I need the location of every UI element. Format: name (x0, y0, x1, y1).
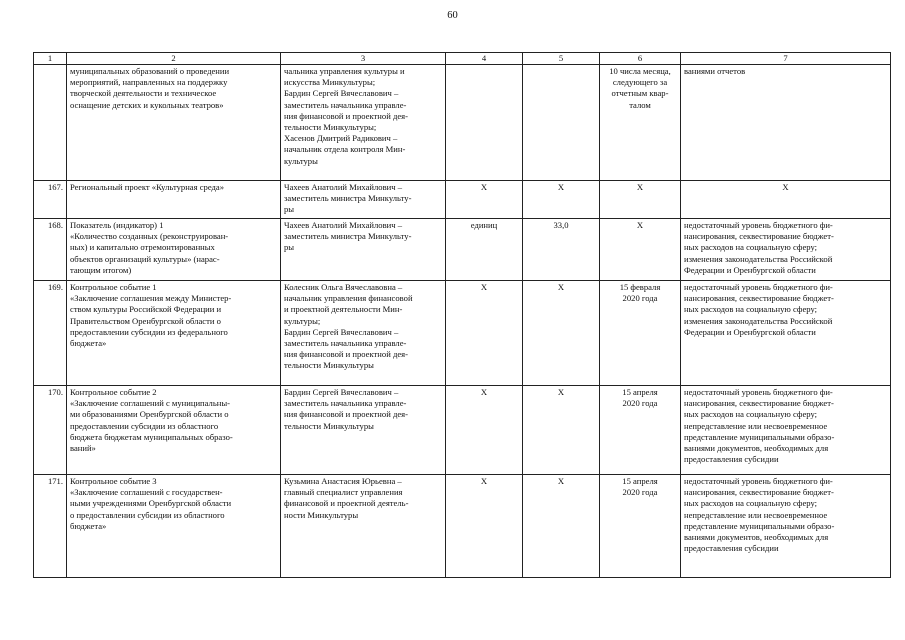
deadline-cell: Х (600, 219, 681, 281)
responsible-person: Чахеев Анатолий Михайлович – заместитель министра Минкульту- ры (281, 181, 446, 219)
responsible-person: Бардин Сергей Вячеславович – заместитель начальника управле- ния финансовой и проектной дея- тельности Минкультуры (281, 386, 446, 475)
table-row (34, 386, 891, 475)
value-cell: 33,0 (523, 219, 600, 281)
table-row (34, 65, 891, 181)
risk-cell: недостаточный уровень бюджетного фи- нансирования, секвестирование бюджет- ных расходов на социальную сферу; непредставление или несвоевременное представление муниципальными образо- ваниями документов, необходимых для предоставления субсидии (681, 386, 891, 475)
risk-cell: ваниями отчетов (681, 65, 891, 181)
event-name: Контрольное событие 2 «Заключение соглашений с муниципальны- ми образованиями Оренбургской области о предоставлении субсидии из областного бюджета бюджетам муниципальных образо- ваний» (67, 386, 281, 475)
header-row (34, 53, 891, 65)
table-row (34, 475, 891, 578)
responsible-person: Колесник Ольга Вячеславовна – начальник управления финансовой и проектной деятельности Мин- культуры; Бардин Сергей Вячеславович – заместитель начальника управле- ния финансовой и проектной дея- тельности Минкультуры (281, 281, 446, 386)
plan-table (33, 52, 891, 578)
event-name: Показатель (индикатор) 1 «Количество созданных (реконструирован- ных) и капитально отремонтированных объектов организаций культуры» (нарас- тающим итогом) (67, 219, 281, 281)
event-name: Контрольное событие 1 «Заключение соглашения между Министер- ством культуры Российской Федерации и Правительством Оренбургской области о предоставлении субсидии из федерального бюджета» (67, 281, 281, 386)
event-name: Контрольное событие 3 «Заключение соглашений с государствен- ными учреждениями Оренбургской области о предоставлении субсидии из областного бюджета» (67, 475, 281, 578)
value-cell: Х (523, 475, 600, 578)
risk-cell: недостаточный уровень бюджетного фи- нансирования, секвестирование бюджет- ных расходов на социальную сферу; изменения законодательства Российской Федерации и Оренбургской области (681, 281, 891, 386)
table-row (34, 281, 891, 386)
risk-cell: Х (681, 181, 891, 219)
deadline-cell: Х (600, 181, 681, 219)
row-number: 171. (34, 475, 67, 578)
deadline-cell: 10 числа месяца, следующего за отчетным квар- талом (600, 65, 681, 181)
header-cell-2: 2 (67, 53, 281, 65)
deadline-cell: 15 апреля 2020 года (600, 475, 681, 578)
header-cell-1: 1 (34, 53, 67, 65)
unit-cell (446, 65, 523, 181)
row-number: 170. (34, 386, 67, 475)
responsible-person: чальника управления культуры и искусства Минкультуры; Бардин Сергей Вячеславович – заместитель начальника управле- ния финансовой и проектной дея- тельности Минкультуры; Хасенов Дмитрий Радикович – начальник отдела контроля Мин- культуры (281, 65, 446, 181)
value-cell: Х (523, 281, 600, 386)
header-cell-3: 3 (281, 53, 446, 65)
deadline-cell: 15 февраля 2020 года (600, 281, 681, 386)
unit-cell: Х (446, 386, 523, 475)
row-number (34, 65, 67, 181)
header-cell-5: 5 (523, 53, 600, 65)
unit-cell: единиц (446, 219, 523, 281)
unit-cell: Х (446, 281, 523, 386)
row-number: 168. (34, 219, 67, 281)
table-row (34, 181, 891, 219)
unit-cell: Х (446, 475, 523, 578)
event-name: Региональный проект «Культурная среда» (67, 181, 281, 219)
responsible-person: Чахеев Анатолий Михайлович – заместитель министра Минкульту- ры (281, 219, 446, 281)
unit-cell: Х (446, 181, 523, 219)
header-cell-6: 6 (600, 53, 681, 65)
header-cell-7: 7 (681, 53, 891, 65)
table-row (34, 219, 891, 281)
deadline-cell: 15 апреля 2020 года (600, 386, 681, 475)
responsible-person: Кузьмина Анастасия Юрьевна – главный специалист управления финансовой и проектной деятель- ности Минкультуры (281, 475, 446, 578)
row-number: 167. (34, 181, 67, 219)
row-number: 169. (34, 281, 67, 386)
event-name: муниципальных образований о проведении мероприятий, направленных на поддержку творческой деятельности и техническое оснащение детских и кукольных театров» (67, 65, 281, 181)
page-number: 60 (447, 10, 458, 21)
value-cell: Х (523, 181, 600, 219)
risk-cell: недостаточный уровень бюджетного фи- нансирования, секвестирование бюджет- ных расходов на социальную сферу; непредставление или несвоевременное представление муниципальными образо- ваниями документов, необходимых для предоставления субсидии (681, 475, 891, 578)
value-cell: Х (523, 386, 600, 475)
risk-cell: недостаточный уровень бюджетного фи- нансирования, секвестирование бюджет- ных расходов на социальную сферу; изменения законодательства Российской Федерации и Оренбургской области (681, 219, 891, 281)
header-cell-4: 4 (446, 53, 523, 65)
value-cell (523, 65, 600, 181)
